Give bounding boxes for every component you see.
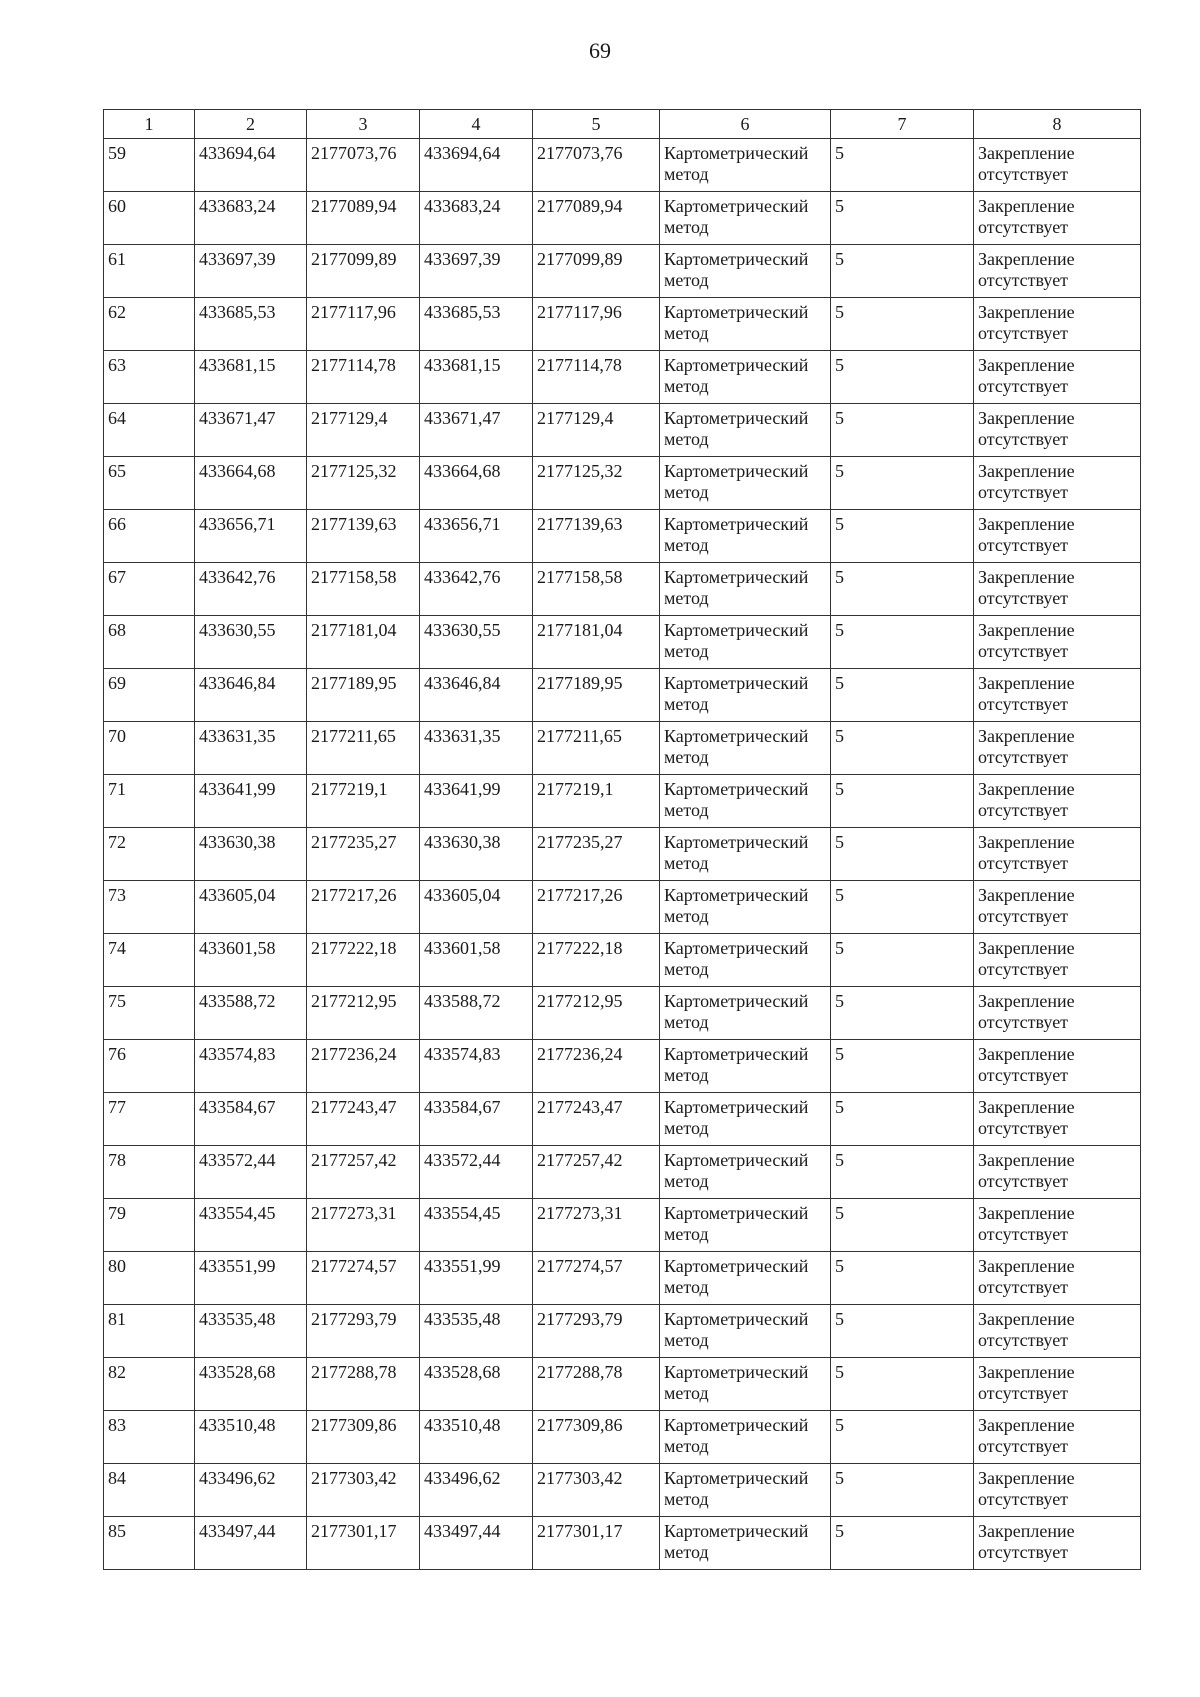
x-coord-2-cell: 433671,47 — [420, 404, 533, 457]
method-cell: Картометрический метод — [660, 1411, 831, 1464]
point-number-cell: 76 — [104, 1040, 195, 1093]
method-cell: Картометрический метод — [660, 934, 831, 987]
point-number-cell: 71 — [104, 775, 195, 828]
y-coord-2-cell: 2177236,24 — [533, 1040, 660, 1093]
fixation-cell: Закрепление отсутствует — [974, 139, 1141, 192]
fixation-cell: Закрепление отсутствует — [974, 1358, 1141, 1411]
x-coord-2-cell: 433694,64 — [420, 139, 533, 192]
table-row — [104, 1305, 1141, 1358]
method-cell: Картометрический метод — [660, 669, 831, 722]
y-coord-cell: 2177139,63 — [307, 510, 420, 563]
point-number-cell: 59 — [104, 139, 195, 192]
x-coord-cell: 433528,68 — [195, 1358, 307, 1411]
y-coord-cell: 2177301,17 — [307, 1517, 420, 1570]
header-cell: 6 — [660, 110, 831, 139]
x-coord-cell: 433683,24 — [195, 192, 307, 245]
point-number-cell: 67 — [104, 563, 195, 616]
fixation-cell: Закрепление отсутствует — [974, 669, 1141, 722]
method-cell: Картометрический метод — [660, 457, 831, 510]
header-cell: 4 — [420, 110, 533, 139]
y-coord-2-cell: 2177125,32 — [533, 457, 660, 510]
y-coord-cell: 2177099,89 — [307, 245, 420, 298]
method-cell: Картометрический метод — [660, 1464, 831, 1517]
x-coord-2-cell: 433685,53 — [420, 298, 533, 351]
x-coord-cell: 433630,38 — [195, 828, 307, 881]
fixation-cell: Закрепление отсутствует — [974, 987, 1141, 1040]
table-row — [104, 1252, 1141, 1305]
y-coord-2-cell: 2177158,58 — [533, 563, 660, 616]
fixation-cell: Закрепление отсутствует — [974, 563, 1141, 616]
fixation-cell: Закрепление отсутствует — [974, 298, 1141, 351]
precision-cell: 5 — [831, 616, 974, 669]
x-coord-cell: 433641,99 — [195, 775, 307, 828]
precision-cell: 5 — [831, 192, 974, 245]
y-coord-2-cell: 2177274,57 — [533, 1252, 660, 1305]
x-coord-2-cell: 433664,68 — [420, 457, 533, 510]
precision-cell: 5 — [831, 669, 974, 722]
table-row — [104, 563, 1141, 616]
fixation-cell: Закрепление отсутствует — [974, 1199, 1141, 1252]
x-coord-cell: 433497,44 — [195, 1517, 307, 1570]
y-coord-2-cell: 2177301,17 — [533, 1517, 660, 1570]
precision-cell: 5 — [831, 1199, 974, 1252]
point-number-cell: 79 — [104, 1199, 195, 1252]
page-number: 69 — [589, 38, 611, 63]
x-coord-2-cell: 433528,68 — [420, 1358, 533, 1411]
x-coord-2-cell: 433646,84 — [420, 669, 533, 722]
method-cell: Картометрический метод — [660, 1146, 831, 1199]
x-coord-cell: 433631,35 — [195, 722, 307, 775]
table-row — [104, 298, 1141, 351]
x-coord-2-cell: 433642,76 — [420, 563, 533, 616]
method-cell: Картометрический метод — [660, 245, 831, 298]
method-cell: Картометрический метод — [660, 881, 831, 934]
table-row — [104, 1093, 1141, 1146]
point-number-cell: 82 — [104, 1358, 195, 1411]
x-coord-2-cell: 433601,58 — [420, 934, 533, 987]
fixation-cell: Закрепление отсутствует — [974, 1252, 1141, 1305]
y-coord-cell: 2177243,47 — [307, 1093, 420, 1146]
header-cell: 5 — [533, 110, 660, 139]
x-coord-cell: 433664,68 — [195, 457, 307, 510]
y-coord-cell: 2177125,32 — [307, 457, 420, 510]
y-coord-2-cell: 2177217,26 — [533, 881, 660, 934]
table-row — [104, 828, 1141, 881]
y-coord-2-cell: 2177222,18 — [533, 934, 660, 987]
precision-cell: 5 — [831, 404, 974, 457]
x-coord-cell: 433510,48 — [195, 1411, 307, 1464]
precision-cell: 5 — [831, 510, 974, 563]
method-cell: Картометрический метод — [660, 298, 831, 351]
precision-cell: 5 — [831, 1040, 974, 1093]
y-coord-cell: 2177189,95 — [307, 669, 420, 722]
table-row — [104, 192, 1141, 245]
x-coord-2-cell: 433656,71 — [420, 510, 533, 563]
precision-cell: 5 — [831, 934, 974, 987]
precision-cell: 5 — [831, 298, 974, 351]
fixation-cell: Закрепление отсутствует — [974, 404, 1141, 457]
point-number-cell: 65 — [104, 457, 195, 510]
table-row — [104, 510, 1141, 563]
y-coord-2-cell: 2177129,4 — [533, 404, 660, 457]
point-number-cell: 66 — [104, 510, 195, 563]
x-coord-cell: 433694,64 — [195, 139, 307, 192]
x-coord-2-cell: 433535,48 — [420, 1305, 533, 1358]
fixation-cell: Закрепление отсутствует — [974, 192, 1141, 245]
precision-cell: 5 — [831, 563, 974, 616]
y-coord-cell: 2177303,42 — [307, 1464, 420, 1517]
fixation-cell: Закрепление отсутствует — [974, 351, 1141, 404]
x-coord-2-cell: 433496,62 — [420, 1464, 533, 1517]
table-row — [104, 245, 1141, 298]
x-coord-cell: 433605,04 — [195, 881, 307, 934]
y-coord-cell: 2177288,78 — [307, 1358, 420, 1411]
table-row — [104, 722, 1141, 775]
table-row — [104, 404, 1141, 457]
precision-cell: 5 — [831, 722, 974, 775]
header-cell: 3 — [307, 110, 420, 139]
precision-cell: 5 — [831, 1517, 974, 1570]
point-number-cell: 84 — [104, 1464, 195, 1517]
header-cell: 2 — [195, 110, 307, 139]
method-cell: Картометрический метод — [660, 616, 831, 669]
method-cell: Картометрический метод — [660, 510, 831, 563]
y-coord-2-cell: 2177117,96 — [533, 298, 660, 351]
x-coord-2-cell: 433554,45 — [420, 1199, 533, 1252]
table-row — [104, 881, 1141, 934]
fixation-cell: Закрепление отсутствует — [974, 1464, 1141, 1517]
point-number-cell: 80 — [104, 1252, 195, 1305]
y-coord-cell: 2177129,4 — [307, 404, 420, 457]
table-row — [104, 351, 1141, 404]
x-coord-2-cell: 433697,39 — [420, 245, 533, 298]
y-coord-cell: 2177222,18 — [307, 934, 420, 987]
x-coord-2-cell: 433630,38 — [420, 828, 533, 881]
table-row — [104, 1040, 1141, 1093]
point-number-cell: 75 — [104, 987, 195, 1040]
fixation-cell: Закрепление отсутствует — [974, 457, 1141, 510]
method-cell: Картометрический метод — [660, 351, 831, 404]
method-cell: Картометрический метод — [660, 563, 831, 616]
fixation-cell: Закрепление отсутствует — [974, 1517, 1141, 1570]
x-coord-2-cell: 433630,55 — [420, 616, 533, 669]
fixation-cell: Закрепление отсутствует — [974, 510, 1141, 563]
y-coord-cell: 2177089,94 — [307, 192, 420, 245]
table-body — [104, 139, 1141, 1570]
point-number-cell: 81 — [104, 1305, 195, 1358]
y-coord-cell: 2177236,24 — [307, 1040, 420, 1093]
fixation-cell: Закрепление отсутствует — [974, 1411, 1141, 1464]
method-cell: Картометрический метод — [660, 1358, 831, 1411]
x-coord-cell: 433685,53 — [195, 298, 307, 351]
precision-cell: 5 — [831, 1411, 974, 1464]
point-number-cell: 61 — [104, 245, 195, 298]
y-coord-2-cell: 2177309,86 — [533, 1411, 660, 1464]
method-cell: Картометрический метод — [660, 828, 831, 881]
y-coord-cell: 2177274,57 — [307, 1252, 420, 1305]
y-coord-2-cell: 2177235,27 — [533, 828, 660, 881]
coordinates-table — [103, 109, 1141, 1570]
precision-cell: 5 — [831, 987, 974, 1040]
y-coord-cell: 2177117,96 — [307, 298, 420, 351]
precision-cell: 5 — [831, 245, 974, 298]
y-coord-cell: 2177073,76 — [307, 139, 420, 192]
y-coord-cell: 2177235,27 — [307, 828, 420, 881]
method-cell: Картометрический метод — [660, 192, 831, 245]
precision-cell: 5 — [831, 1093, 974, 1146]
y-coord-2-cell: 2177181,04 — [533, 616, 660, 669]
y-coord-cell: 2177212,95 — [307, 987, 420, 1040]
y-coord-2-cell: 2177303,42 — [533, 1464, 660, 1517]
precision-cell: 5 — [831, 1146, 974, 1199]
x-coord-2-cell: 433497,44 — [420, 1517, 533, 1570]
x-coord-cell: 433630,55 — [195, 616, 307, 669]
x-coord-cell: 433572,44 — [195, 1146, 307, 1199]
point-number-cell: 62 — [104, 298, 195, 351]
precision-cell: 5 — [831, 139, 974, 192]
precision-cell: 5 — [831, 881, 974, 934]
precision-cell: 5 — [831, 828, 974, 881]
table-row — [104, 934, 1141, 987]
y-coord-cell: 2177273,31 — [307, 1199, 420, 1252]
x-coord-2-cell: 433631,35 — [420, 722, 533, 775]
x-coord-cell: 433554,45 — [195, 1199, 307, 1252]
y-coord-2-cell: 2177212,95 — [533, 987, 660, 1040]
y-coord-2-cell: 2177089,94 — [533, 192, 660, 245]
x-coord-cell: 433551,99 — [195, 1252, 307, 1305]
table-row — [104, 1411, 1141, 1464]
point-number-cell: 69 — [104, 669, 195, 722]
x-coord-cell: 433601,58 — [195, 934, 307, 987]
y-coord-cell: 2177114,78 — [307, 351, 420, 404]
x-coord-cell: 433646,84 — [195, 669, 307, 722]
header-cell: 1 — [104, 110, 195, 139]
y-coord-2-cell: 2177139,63 — [533, 510, 660, 563]
x-coord-2-cell: 433574,83 — [420, 1040, 533, 1093]
table-row — [104, 775, 1141, 828]
fixation-cell: Закрепление отсутствует — [974, 828, 1141, 881]
table-row — [104, 616, 1141, 669]
x-coord-2-cell: 433681,15 — [420, 351, 533, 404]
fixation-cell: Закрепление отсутствует — [974, 775, 1141, 828]
point-number-cell: 73 — [104, 881, 195, 934]
method-cell: Картометрический метод — [660, 1305, 831, 1358]
table-row — [104, 457, 1141, 510]
x-coord-2-cell: 433605,04 — [420, 881, 533, 934]
y-coord-cell: 2177211,65 — [307, 722, 420, 775]
x-coord-cell: 433671,47 — [195, 404, 307, 457]
point-number-cell: 77 — [104, 1093, 195, 1146]
y-coord-cell: 2177217,26 — [307, 881, 420, 934]
point-number-cell: 74 — [104, 934, 195, 987]
method-cell: Картометрический метод — [660, 775, 831, 828]
y-coord-2-cell: 2177189,95 — [533, 669, 660, 722]
table-row — [104, 139, 1141, 192]
table-row — [104, 1464, 1141, 1517]
point-number-cell: 83 — [104, 1411, 195, 1464]
y-coord-cell: 2177257,42 — [307, 1146, 420, 1199]
y-coord-2-cell: 2177288,78 — [533, 1358, 660, 1411]
precision-cell: 5 — [831, 1252, 974, 1305]
y-coord-2-cell: 2177293,79 — [533, 1305, 660, 1358]
method-cell: Картометрический метод — [660, 1093, 831, 1146]
fixation-cell: Закрепление отсутствует — [974, 1040, 1141, 1093]
header-cell: 7 — [831, 110, 974, 139]
x-coord-2-cell: 433683,24 — [420, 192, 533, 245]
point-number-cell: 78 — [104, 1146, 195, 1199]
fixation-cell: Закрепление отсутствует — [974, 881, 1141, 934]
table-row — [104, 1517, 1141, 1570]
method-cell: Картометрический метод — [660, 1252, 831, 1305]
y-coord-cell: 2177219,1 — [307, 775, 420, 828]
fixation-cell: Закрепление отсутствует — [974, 1093, 1141, 1146]
point-number-cell: 70 — [104, 722, 195, 775]
method-cell: Картометрический метод — [660, 1517, 831, 1570]
x-coord-2-cell: 433588,72 — [420, 987, 533, 1040]
precision-cell: 5 — [831, 457, 974, 510]
method-cell: Картометрический метод — [660, 1199, 831, 1252]
y-coord-2-cell: 2177099,89 — [533, 245, 660, 298]
point-number-cell: 60 — [104, 192, 195, 245]
fixation-cell: Закрепление отсутствует — [974, 1146, 1141, 1199]
method-cell: Картометрический метод — [660, 139, 831, 192]
y-coord-2-cell: 2177114,78 — [533, 351, 660, 404]
table-row — [104, 1358, 1141, 1411]
method-cell: Картометрический метод — [660, 404, 831, 457]
method-cell: Картометрический метод — [660, 987, 831, 1040]
point-number-cell: 72 — [104, 828, 195, 881]
y-coord-cell: 2177309,86 — [307, 1411, 420, 1464]
precision-cell: 5 — [831, 351, 974, 404]
y-coord-2-cell: 2177273,31 — [533, 1199, 660, 1252]
x-coord-2-cell: 433572,44 — [420, 1146, 533, 1199]
table-row — [104, 987, 1141, 1040]
y-coord-2-cell: 2177211,65 — [533, 722, 660, 775]
fixation-cell: Закрепление отсутствует — [974, 245, 1141, 298]
table-row — [104, 1199, 1141, 1252]
y-coord-cell: 2177181,04 — [307, 616, 420, 669]
x-coord-cell: 433496,62 — [195, 1464, 307, 1517]
x-coord-2-cell: 433641,99 — [420, 775, 533, 828]
x-coord-cell: 433697,39 — [195, 245, 307, 298]
point-number-cell: 85 — [104, 1517, 195, 1570]
x-coord-cell: 433584,67 — [195, 1093, 307, 1146]
x-coord-2-cell: 433584,67 — [420, 1093, 533, 1146]
x-coord-cell: 433535,48 — [195, 1305, 307, 1358]
precision-cell: 5 — [831, 1305, 974, 1358]
table-row — [104, 669, 1141, 722]
fixation-cell: Закрепление отсутствует — [974, 616, 1141, 669]
x-coord-cell: 433656,71 — [195, 510, 307, 563]
y-coord-2-cell: 2177257,42 — [533, 1146, 660, 1199]
x-coord-cell: 433574,83 — [195, 1040, 307, 1093]
y-coord-2-cell: 2177219,1 — [533, 775, 660, 828]
precision-cell: 5 — [831, 1464, 974, 1517]
header-cell: 8 — [974, 110, 1141, 139]
x-coord-cell: 433588,72 — [195, 987, 307, 1040]
y-coord-cell: 2177158,58 — [307, 563, 420, 616]
fixation-cell: Закрепление отсутствует — [974, 934, 1141, 987]
precision-cell: 5 — [831, 1358, 974, 1411]
table-row — [104, 1146, 1141, 1199]
point-number-cell: 63 — [104, 351, 195, 404]
point-number-cell: 68 — [104, 616, 195, 669]
y-coord-cell: 2177293,79 — [307, 1305, 420, 1358]
x-coord-cell: 433681,15 — [195, 351, 307, 404]
header-row — [104, 110, 1141, 139]
fixation-cell: Закрепление отсутствует — [974, 722, 1141, 775]
method-cell: Картометрический метод — [660, 1040, 831, 1093]
x-coord-cell: 433642,76 — [195, 563, 307, 616]
x-coord-2-cell: 433551,99 — [420, 1252, 533, 1305]
point-number-cell: 64 — [104, 404, 195, 457]
y-coord-2-cell: 2177073,76 — [533, 139, 660, 192]
method-cell: Картометрический метод — [660, 722, 831, 775]
y-coord-2-cell: 2177243,47 — [533, 1093, 660, 1146]
precision-cell: 5 — [831, 775, 974, 828]
x-coord-2-cell: 433510,48 — [420, 1411, 533, 1464]
fixation-cell: Закрепление отсутствует — [974, 1305, 1141, 1358]
